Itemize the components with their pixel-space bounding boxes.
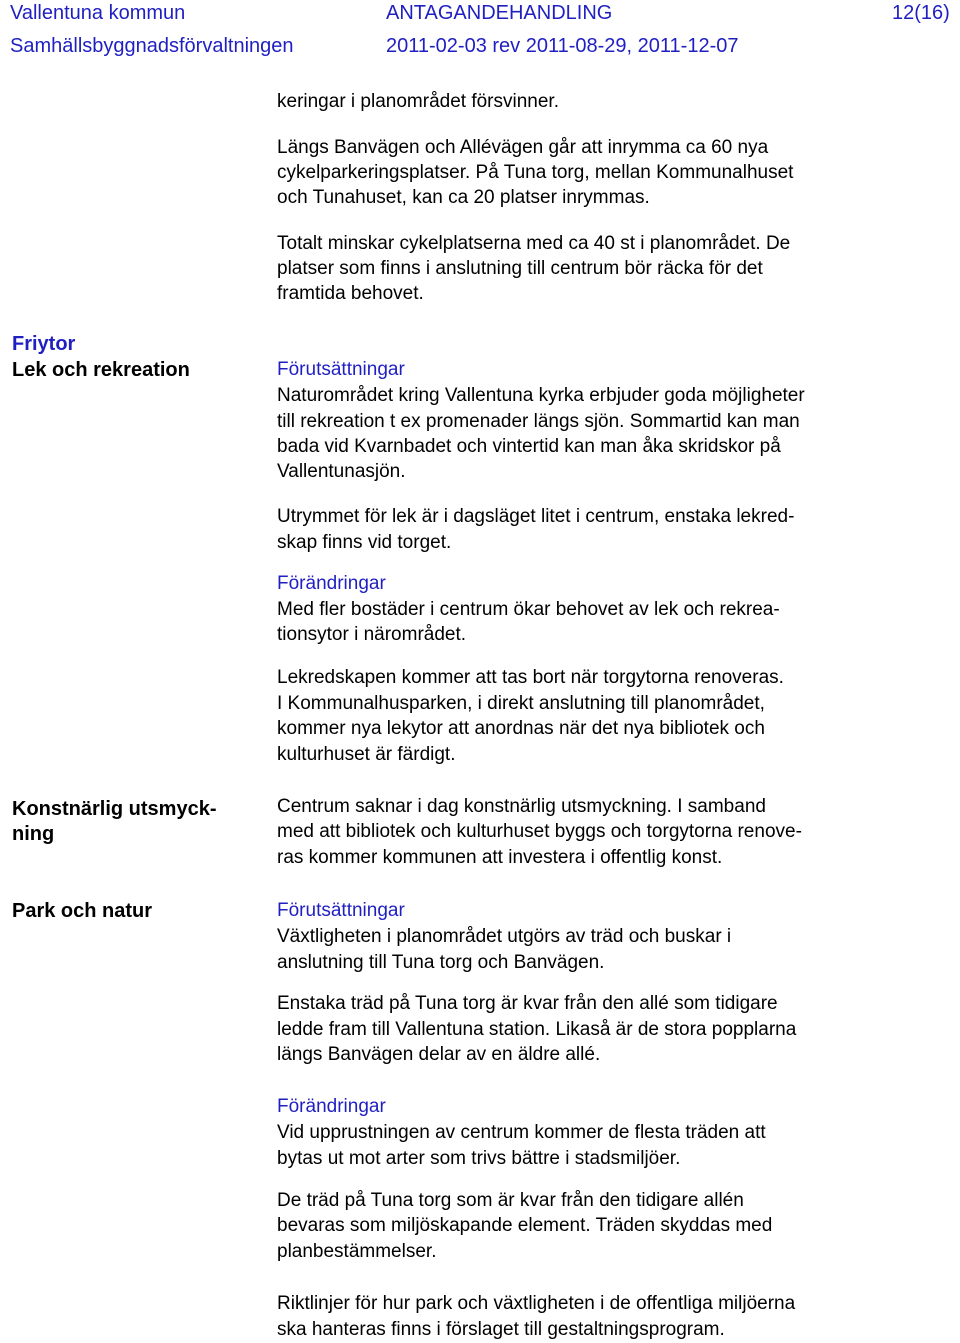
text-line: Totalt minskar cykelplatserna med ca 40 st i planområdet. De [277, 233, 791, 254]
label-forandringar: Förändringar [277, 573, 386, 594]
label-forandringar: Förändringar [277, 1096, 386, 1117]
document-type: ANTAGANDEHANDLING [386, 2, 613, 24]
text-line: bada vid Kvarnbadet och vintertid kan man åka skridskor på [277, 436, 781, 457]
page-number: 12(16) [892, 2, 950, 24]
label-forutsattningar: Förutsättningar [277, 359, 405, 380]
text-line: Utrymmet för lek är i dagsläget litet i centrum, enstaka lekred- [277, 506, 795, 527]
text-line: platser som finns i anslutning till centrum bör räcka för det [277, 258, 763, 279]
text-line: skap finns vid torget. [277, 532, 452, 553]
text-line: Riktlinjer för hur park och växtligheten i de offentliga miljöerna [277, 1293, 796, 1314]
text-line: kommer nya lekytor att anordnas när det nya bibliotek och [277, 718, 765, 739]
text-line: bytas ut mot arter som trivs bättre i stadsmiljöer. [277, 1148, 681, 1169]
text-line: Längs Banvägen och Allévägen går att inrymma ca 60 nya [277, 137, 769, 158]
text-line: Lekredskapen kommer att tas bort när torgytorna renoveras. [277, 667, 784, 688]
text-line: längs Banvägen delar av en äldre allé. [277, 1044, 601, 1065]
heading-lek-och-rekreation: Lek och rekreation [12, 359, 190, 381]
text-line: anslutning till Tuna torg och Banvägen. [277, 952, 605, 973]
text-line: framtida behovet. [277, 283, 424, 304]
heading-konstnarlig-utsmyckning-line2: ning [12, 823, 55, 845]
text-line: kulturhuset är färdigt. [277, 744, 456, 765]
text-line: ras kommer kommunen att investera i offentlig konst. [277, 847, 723, 868]
heading-konstnarlig-utsmyckning-line1: Konstnärlig utsmyck- [12, 798, 217, 820]
text-line: Vallentunasjön. [277, 461, 406, 482]
text-line: Centrum saknar i dag konstnärlig utsmyckning. I samband [277, 796, 766, 817]
org-name: Vallentuna kommun [10, 2, 186, 24]
text-line: och Tunahuset, kan ca 20 platser inrymmas. [277, 187, 650, 208]
text-line: cykelparkeringsplatser. På Tuna torg, mellan Kommunalhuset [277, 162, 794, 183]
text-line: med att bibliotek och kulturhuset byggs och torgytorna renove- [277, 821, 802, 842]
text-line: planbestämmelser. [277, 1241, 437, 1262]
text-line: I Kommunalhusparken, i direkt anslutning till planområdet, [277, 693, 765, 714]
text-line: Enstaka träd på Tuna torg är kvar från den allé som tidigare [277, 993, 778, 1014]
text-line: Växtligheten i planområdet utgörs av träd och buskar i [277, 926, 732, 947]
text-line: Naturområdet kring Vallentuna kyrka erbjuder goda möjligheter [277, 385, 805, 406]
department-name: Samhällsbyggnadsförvaltningen [10, 35, 294, 57]
text-line: Med fler bostäder i centrum ökar behovet av lek och rekrea- [277, 599, 780, 620]
text-line: ska hanteras finns i förslaget till gestaltningsprogram. [277, 1319, 725, 1340]
heading-park-och-natur: Park och natur [12, 900, 153, 922]
text-line: till rekreation t ex promenader längs sjön. Sommartid kan man [277, 411, 800, 432]
text-line: keringar i planområdet försvinner. [277, 91, 559, 112]
text-line: ledde fram till Vallentuna station. Likaså är de stora popplarna [277, 1019, 797, 1040]
label-forutsattningar: Förutsättningar [277, 900, 405, 921]
text-line: tionsytor i närområdet. [277, 624, 467, 645]
document-dates: 2011-02-03 rev 2011-08-29, 2011-12-07 [386, 35, 739, 57]
text-line: De träd på Tuna torg som är kvar från den tidigare allén [277, 1190, 744, 1211]
text-line: Vid upprustningen av centrum kommer de flesta träden att [277, 1122, 766, 1143]
heading-friytor: Friytor [12, 333, 76, 355]
text-line: bevaras som miljöskapande element. Träden skyddas med [277, 1215, 773, 1236]
